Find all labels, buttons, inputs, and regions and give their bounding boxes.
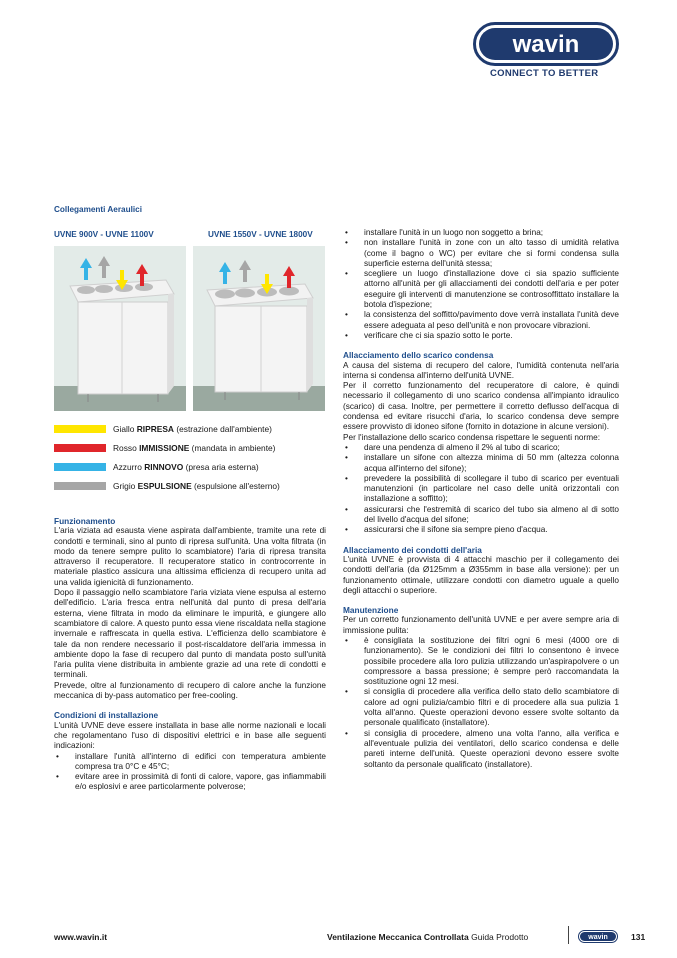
legend-bold: RIPRESA (136, 424, 174, 434)
heading-manutenzione: Manutenzione (343, 605, 399, 616)
footer-title-rest: Guida Prodotto (471, 932, 529, 942)
legend-immissione (54, 441, 275, 455)
legend-bold: RINNOVO (144, 462, 184, 472)
paragraph: L'aria viziata ad esausta viene aspirata dall'ambiente, tramite una rete di condotti e terminali, sino al punto di ripresa sull'unità. Una volta filtrata (in modo da tenere sempre pulito lo scambiatore) l'aria di ripresa transita attraverso il recuperatore. Il recuperatore statico in controcorrente in materiale plastico assicura una altissima efficienza di recupero unita ad una valida igienicità di funzionamento. (54, 526, 326, 587)
model-label-a: UVNE 900V - UVNE 1100V (54, 230, 154, 239)
legend-swatch-yellow (54, 425, 106, 433)
legend-color-name: Giallo (113, 424, 135, 434)
list-item: • verificare che ci sia spazio sotto le porte. (343, 331, 619, 341)
paragraph: L'unità UVNE è provvista di 4 attacchi maschio per il collegamento dei condotti dell'aria (da Ø125mm a Ø355mm in base alla versione): per un funzionamento ottimale, utilizzare condotti con diametro uguale a quello degli attacchi o superiore. (343, 554, 619, 595)
left-column (54, 516, 326, 793)
paragraph: L'unità UVNE deve essere installata in base alle norme nazionali e locali che regolamentano l'uso di dispositivi elettrici e in base alle seguenti indicazioni: (54, 720, 326, 751)
legend-ripresa (54, 422, 272, 436)
list-item: • assicurarsi che l'estremità di scarico del tubo sia almeno al di sotto del livello d'acqua del sifone; (343, 505, 619, 526)
right-column (343, 228, 619, 770)
legend-desc: (espulsione all'esterno) (193, 481, 280, 491)
legend-desc: (estrazione dall'ambiente) (176, 424, 272, 434)
list-item: • evitare aree in prossimità di fonti di calore, vapore, gas infiammabili e/o esplosivi e aree particolarmente polverose; (54, 772, 326, 793)
legend-swatch-grey (54, 482, 106, 490)
legend-swatch-red (54, 444, 106, 452)
footer-title-bold: Ventilazione Meccanica Controllata (327, 932, 469, 942)
list-item: • dare una pendenza di almeno il 2% al tubo di scarico; (343, 443, 619, 453)
paragraph: Prevede, oltre al funzionamento di recupero di calore anche la funzione meccanica di by-pass automatico per free-cooling. (54, 680, 326, 701)
paragraph: Per il corretto funzionamento del recuperatore di calore, è quindi necessario il collegamento di uno scarico condensa all'impianto idraulico (scarico) di casa. Inoltre, per permettere il corretto deflusso dell'acqua di condensa ed evitare risucchi d'aria, lo scarico condensa deve sempre essere provvisto di idoneo sifone (fornito in dotazione in alcune versioni). (343, 381, 619, 432)
legend-desc: (mandata in ambiente) (191, 443, 276, 453)
footer-wavin-logo (578, 930, 618, 943)
footer-logo-text: wavin (588, 934, 608, 942)
heading-condizioni: Condizioni di installazione (54, 710, 159, 721)
bullet-list (343, 636, 619, 770)
legend-swatch-blue (54, 463, 106, 471)
bullet-list (343, 443, 619, 536)
paragraph: Per un corretto funzionamento dell'unità UVNE e per avere sempre aria di immissione pulita: (343, 615, 619, 635)
logo-text: wavin (512, 31, 580, 58)
tagline: CONNECT TO BETTER (490, 68, 599, 79)
list-item: • è consigliata la sostituzione dei filtri ogni 6 mesi (4000 ore di funzionamento). Se le condizioni dei filtri lo consentono è invece possibile procedere alla loro pulizia utilizzando un'aspirapolvere o un compressore a bassa pressione; è sempre però raccomandata la sostituzione ogni 12 mesi. (343, 636, 619, 687)
list-item: • scegliere un luogo d'installazione dove ci sia spazio sufficiente attorno all'unità per gli allacciamenti dei condotti dell'aria e per poter eseguire gli interventi di manutenzione se controsoffittato installare la botola d'ispezione; (343, 269, 619, 310)
unit-photo-1550-1800 (193, 246, 325, 411)
list-item: • assicurarsi che il sifone sia sempre pieno d'acqua. (343, 525, 619, 535)
legend-bold: IMMISSIONE (139, 443, 190, 453)
list-item: • si consiglia di procedere, almeno una volta l'anno, alla verifica e all'eventuale pulizia dei ventilatori, dello scarico condensa e delle pareti interne dell'unità. Queste operazioni devono essere svolte soltanto da personale qualificato (installatore). (343, 729, 619, 770)
legend-rinnovo (54, 460, 259, 474)
footer-divider (568, 926, 569, 944)
list-item: • installare l'unità all'interno di edifici con temperatura ambiente compresa tra 0°C e 45°C; (54, 752, 326, 773)
unit-photo-900-1100 (54, 246, 186, 411)
legend-espulsione (54, 479, 280, 493)
list-item: • installare l'unità in un luogo non soggetto a brina; (343, 228, 619, 238)
bullet-list (54, 752, 326, 793)
heading-scarico-condensa: Allacciamento dello scarico condensa (343, 350, 494, 361)
list-item: • prevedere la possibilità di scollegare il tubo di scarico per eventuali manutenzioni (in particolare nel caso delle unità orizzontali con installazione a soffitto); (343, 474, 619, 505)
bullet-list (343, 228, 619, 341)
legend-bold: ESPULSIONE (137, 481, 192, 491)
list-item: • si consiglia di procedere alla verifica dello stato dello scambiatore di calore ad ogni pulizia/cambio filtri e di procedere alla sua pulizia 1 volta all'anno. Queste operazioni devono essere svolte soltanto da personale qualificato (installatore). (343, 687, 619, 728)
paragraph: A causa del sistema di recupero del calore, l'umidità contenuta nell'aria interna si condensa all'interno dell'unità UVNE. (343, 360, 619, 380)
paragraph: Per l'installazione dello scarico condensa rispettare le seguenti norme: (343, 432, 601, 442)
legend-color-name: Grigio (113, 481, 136, 491)
list-item: • la consistenza del soffitto/pavimento dove verrà installata l'unità deve essere adeguata al peso dell'unità e non provocare vibrazioni. (343, 310, 619, 331)
heading-condotti-aria: Allacciamento dei condotti dell'aria (343, 544, 482, 555)
legend-desc: (presa aria esterna) (185, 462, 259, 472)
paragraph: Dopo il passaggio nello scambiatore l'aria viziata viene espulsa al esterno dell'edificio. L'aria fresca entra nell'unità dal punto di presa dell'aria esterna, viene filtrata in modo da eliminare le impurità, e giungere allo scambiatore di calore. A questo punto essa viene riscaldata nella stagione invernale e raffrescata in quella estiva. L'efficienza dello scambiatore è tale da non rendere necessario il post-riscaldatore dell'aria immessa in ambiente dopo la fase di recupero dal punto di mandata posto sull'unità l'aria pulita viene distribuita in ambiente grazie ad una rete di condotti e terminali. (54, 588, 326, 680)
footer-url[interactable]: www.wavin.it (54, 932, 108, 942)
page-number: 131 (631, 932, 646, 942)
wavin-logo (473, 22, 619, 66)
section-title: Collegamenti Aeraulici (54, 205, 142, 214)
list-item: • non installare l'unità in zone con un alto tasso di umidità relativa (come il bagno o WC) per evitare che si formi condensa sulla superficie esterna dell'unità stessa; (343, 238, 619, 269)
legend-color-name: Rosso (113, 443, 137, 453)
footer-title (327, 932, 528, 942)
legend-color-name: Azzurro (113, 462, 142, 472)
list-item: • installare un sifone con altezza minima di 50 mm (altezza colonna acqua all'interno del sifone); (343, 453, 619, 474)
model-label-b: UVNE 1550V - UVNE 1800V (208, 230, 313, 239)
heading-funzionamento: Funzionamento (54, 516, 116, 526)
